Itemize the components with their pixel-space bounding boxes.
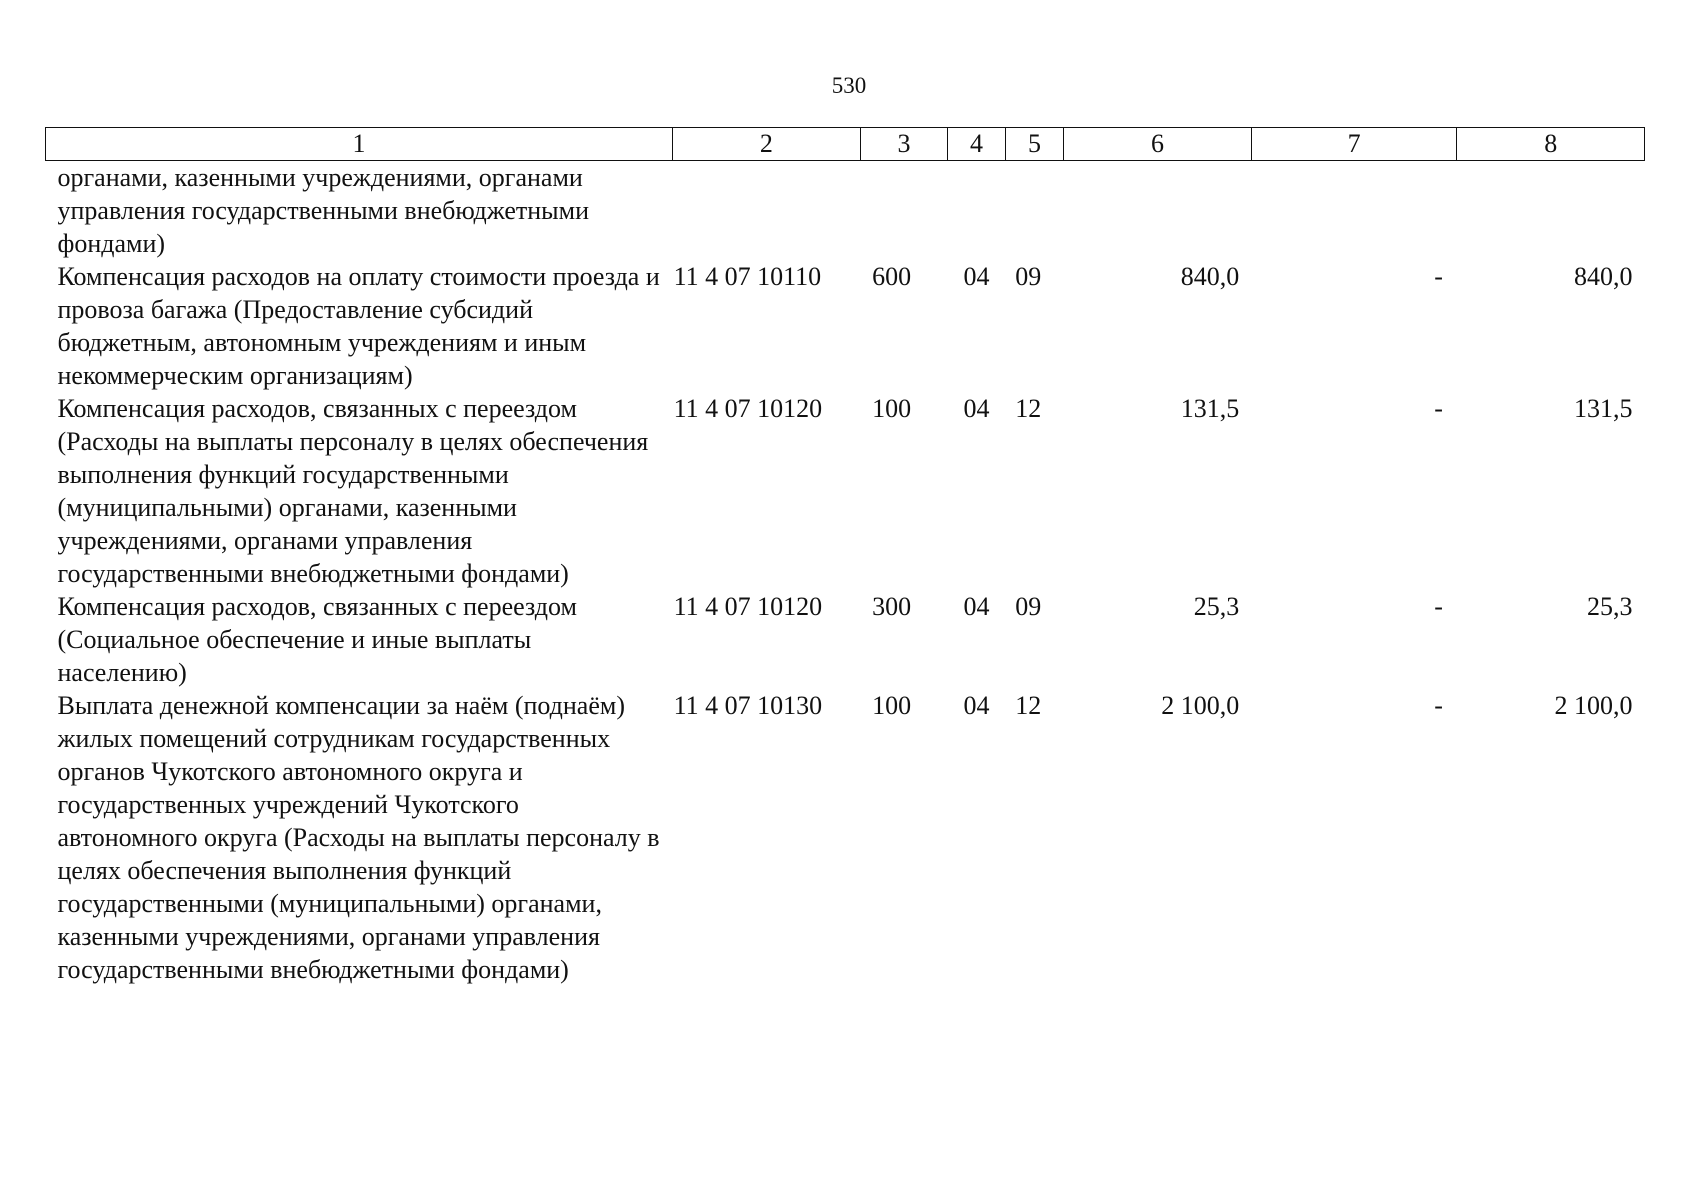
table-header bbox=[46, 128, 1645, 161]
row-code: 11 4 07 10120 bbox=[673, 394, 823, 423]
header-col-3: 3 bbox=[860, 128, 948, 161]
header-col-1: 1 bbox=[46, 128, 673, 161]
row-name: Компенсация расходов, связанных с переездом (Расходы на выплаты персоналу в целях обеспечения выполнения функций государственными (муниципальными) органами, казенными учреждениями, органами управления государственными внебюджетными фондами) bbox=[57, 394, 649, 588]
row-col8: 131,5 bbox=[1574, 394, 1633, 423]
row-col6: 131,5 bbox=[1180, 394, 1240, 423]
continuation-row bbox=[46, 161, 1645, 261]
row-expense-type: 600 bbox=[872, 262, 912, 291]
row-subsection: 12 bbox=[1015, 691, 1042, 720]
header-col-4: 4 bbox=[948, 128, 1005, 161]
row-name: Компенсация расходов на оплату стоимости проезда и провоза багажа (Предоставление субсидий бюджетным, автономным учреждениям и иным некоммерческим организациям) bbox=[57, 262, 660, 390]
table-row bbox=[46, 260, 1645, 392]
row-section: 04 bbox=[963, 394, 990, 423]
table-row bbox=[46, 590, 1645, 689]
row-col8: 840,0 bbox=[1574, 262, 1633, 291]
row-code: 11 4 07 10120 bbox=[673, 592, 823, 621]
table-row bbox=[46, 689, 1645, 986]
row-col7: - bbox=[1434, 394, 1443, 423]
row-name: Компенсация расходов, связанных с переездом (Социальное обеспечение и иные выплаты населению) bbox=[57, 592, 577, 687]
row-code: 11 4 07 10110 bbox=[673, 262, 822, 291]
header-col-2: 2 bbox=[673, 128, 861, 161]
row-col7: - bbox=[1434, 262, 1443, 291]
row-col8: 2 100,0 bbox=[1554, 691, 1633, 720]
budget-table bbox=[45, 127, 1645, 986]
row-col8: 25,3 bbox=[1587, 592, 1633, 621]
row-col6: 25,3 bbox=[1193, 592, 1240, 621]
table-body bbox=[46, 161, 1645, 987]
row-section: 04 bbox=[963, 592, 990, 621]
row-subsection: 09 bbox=[1015, 592, 1042, 621]
row-section: 04 bbox=[963, 691, 990, 720]
page-number: 530 bbox=[831, 73, 867, 98]
row-expense-type: 100 bbox=[872, 691, 912, 720]
header-col-5: 5 bbox=[1005, 128, 1063, 161]
row-col7: - bbox=[1434, 691, 1443, 720]
header-col-6: 6 bbox=[1064, 128, 1252, 161]
row-subsection: 09 bbox=[1015, 262, 1042, 291]
header-col-7: 7 bbox=[1251, 128, 1457, 161]
row-expense-type: 300 bbox=[872, 592, 912, 621]
row-section: 04 bbox=[963, 262, 990, 291]
row-col7: - bbox=[1434, 592, 1443, 621]
row-col6: 2 100,0 bbox=[1161, 691, 1240, 720]
row-code: 11 4 07 10130 bbox=[673, 691, 823, 720]
row-expense-type: 100 bbox=[872, 394, 912, 423]
header-col-8: 8 bbox=[1457, 128, 1645, 161]
header-row bbox=[46, 128, 1645, 161]
table-row bbox=[46, 392, 1645, 590]
row-name: Выплата денежной компенсации за наём (поднаём) жилых помещений сотрудникам государственных органов Чукотского автономного округа и государственных учреждений Чукотского автономного округа (Расходы на выплаты персоналу в целях обеспечения выполнения функций государственными (муниципальными) органами, казенными учреждениями, органами управления государственными внебюджетными фондами) bbox=[57, 691, 660, 984]
continuation-text: органами, казенными учреждениями, органами управления государственными внебюджетными фондами) bbox=[57, 163, 589, 258]
row-col6: 840,0 bbox=[1180, 262, 1240, 291]
row-subsection: 12 bbox=[1015, 394, 1042, 423]
